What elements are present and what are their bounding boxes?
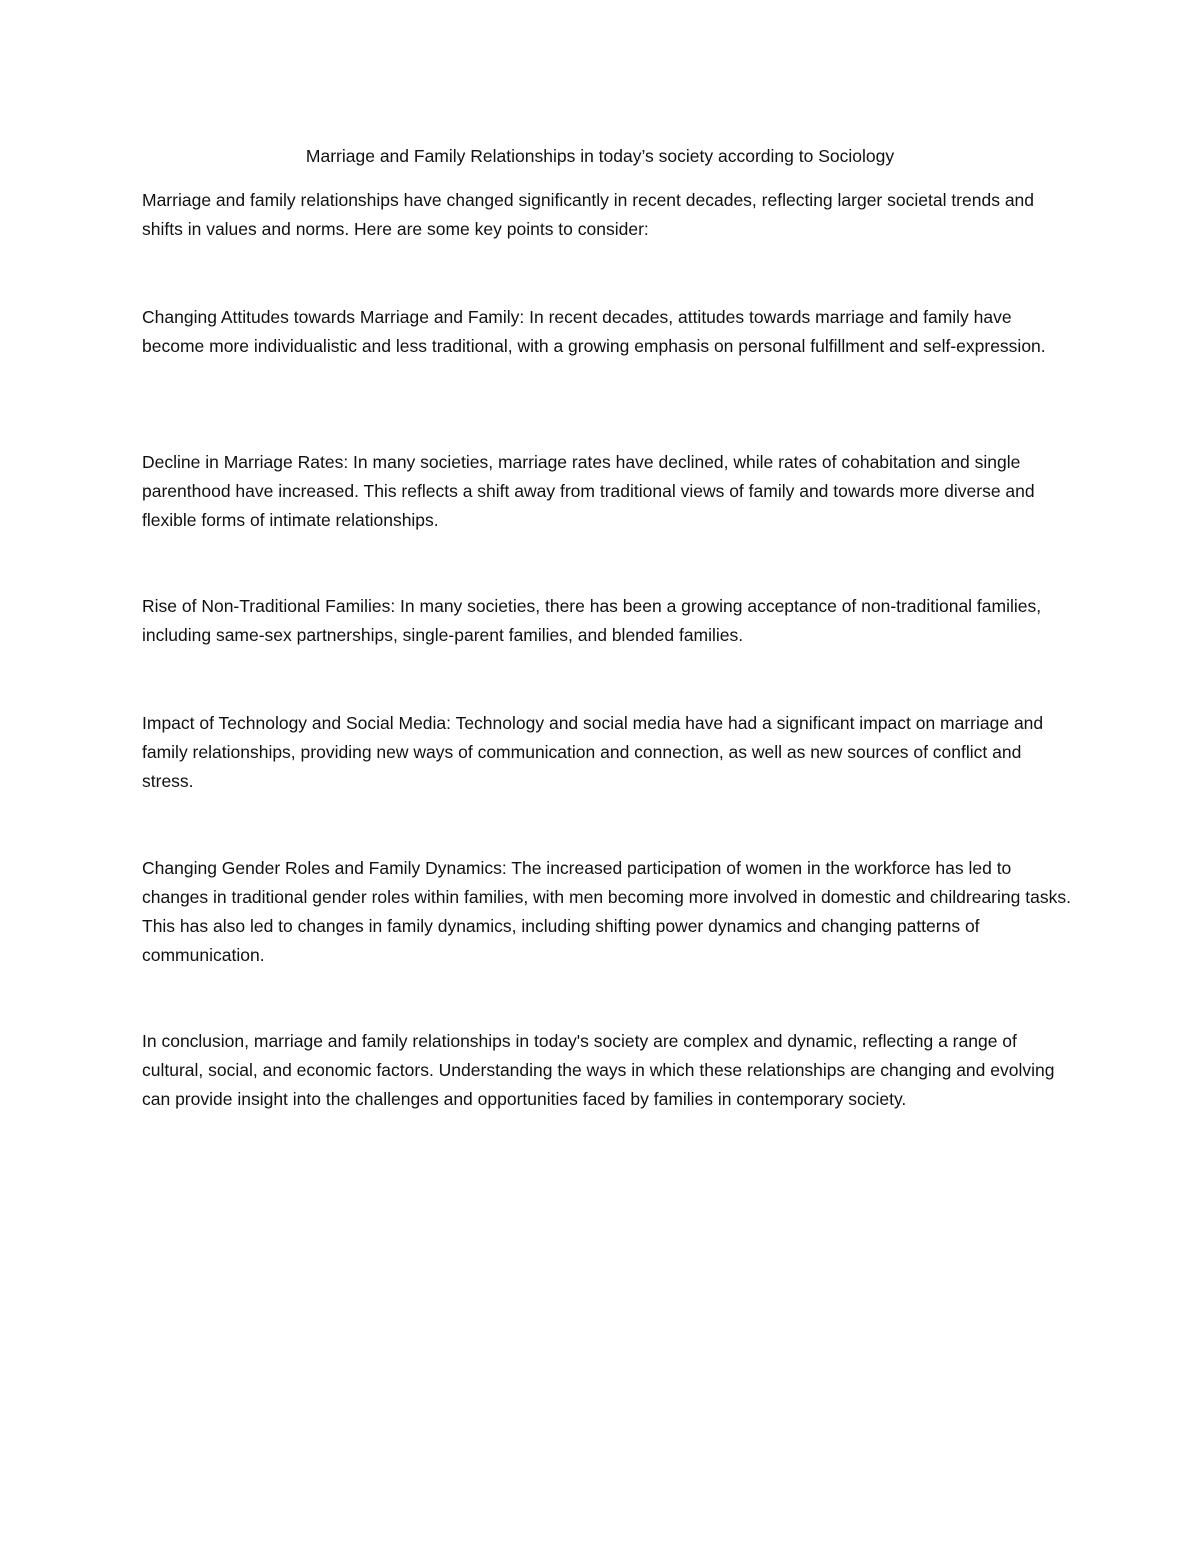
paragraph-gender-roles: Changing Gender Roles and Family Dynamics: The increased participation of women in the workforce has led to changes in traditional gender roles within families, with men becoming more involved in domestic and childrearing tasks. This has also led to changes in family dynamics, including shifting power dynamics and changing patterns of communication. [142,858,1071,965]
intro-paragraph: Marriage and family relationships have changed significantly in recent decades, reflecting larger societal trends and shifts in values and norms. Here are some key points to consider: [142,190,1035,239]
paragraph-technology-social-media: Impact of Technology and Social Media: Technology and social media have had a significant impact on marriage and family relationships, providing new ways of communication and connection, as well as new sources of conflict and stress. [142,713,1044,791]
document-title: Marriage and Family Relationships in today’s society according to Sociology [305,146,895,166]
paragraph-decline-marriage-rates: Decline in Marriage Rates: In many societies, marriage rates have declined, while rates of cohabitation and single parenthood have increased. This reflects a shift away from traditional views of family and towards more diverse and flexible forms of intimate relationships. [142,452,1035,530]
paragraph-changing-attitudes: Changing Attitudes towards Marriage and Family: In recent decades, attitudes towards marriage and family have become more individualistic and less traditional, with a growing emphasis on personal fulfillment and self-expression. [142,307,1046,356]
paragraph-non-traditional-families: Rise of Non-Traditional Families: In many societies, there has been a growing acceptance of non-traditional families, including same-sex partnerships, single-parent families, and blended families. [142,596,1042,645]
conclusion-paragraph: In conclusion, marriage and family relationships in today's society are complex and dynamic, reflecting a range of cultural, social, and economic factors. Understanding the ways in which these relationships are changing and evolving can provide insight into the challenges and opportunities faced by families in contemporary society. [142,1031,1055,1109]
